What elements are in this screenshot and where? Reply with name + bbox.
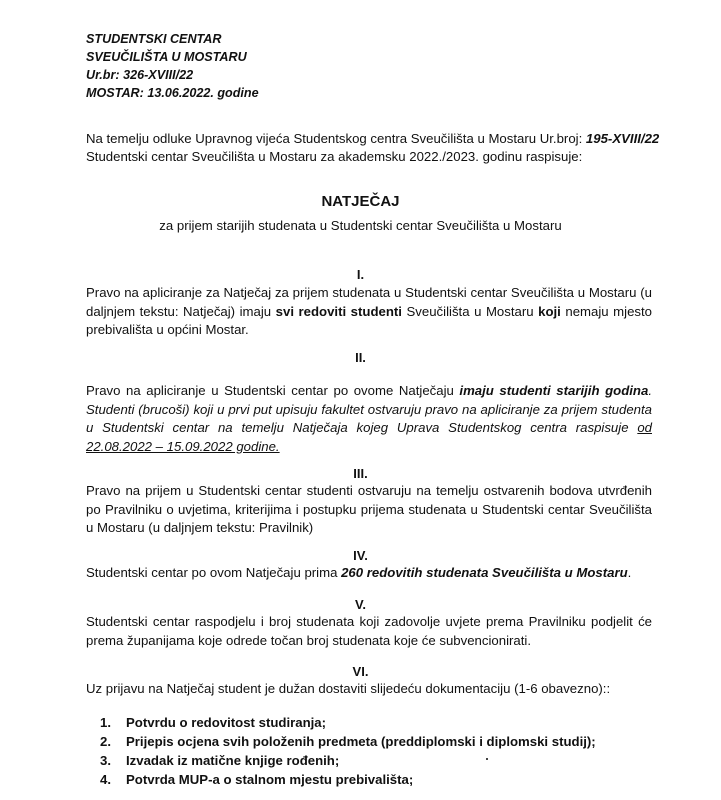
section-number: IV. bbox=[353, 548, 368, 563]
intro-paragraph bbox=[86, 130, 676, 166]
section-number: II. bbox=[355, 350, 366, 365]
documents-list bbox=[100, 713, 596, 789]
bold-text: koji bbox=[538, 303, 561, 319]
section-paragraph: Uz prijavu na Natječaj student je dužan dostaviti slijedeću dokumentaciju (1-6 obavezno):: bbox=[86, 681, 611, 696]
text: nemaju mjesto prebivališta u općini Mostar. bbox=[86, 303, 652, 337]
section-number: V. bbox=[354, 597, 367, 612]
section-paragraph: Studentski centar raspodjelu i broj studenata koji zadovolje uvjete prema Pravilniku podjelit će prema županijama koje odrede točan broj studenata koje će subvencionirati. bbox=[86, 614, 652, 648]
section-paragraph bbox=[86, 382, 652, 456]
section-number: VI. bbox=[352, 664, 369, 679]
header-institution: STUDENTSKI CENTAR bbox=[86, 32, 222, 46]
header-place-date: MOSTAR: 13.06.2022. godine bbox=[86, 86, 259, 100]
list-number: 3. bbox=[100, 753, 111, 768]
list-item bbox=[100, 770, 596, 789]
scan-speck bbox=[486, 758, 488, 760]
date-range: od 22.08.2022 – 15.09.2022 godine. bbox=[86, 420, 652, 454]
text: . bbox=[627, 565, 632, 580]
document-subtitle: za prijem starijih studenata u Studentski centar Sveučilišta u Mostaru bbox=[159, 218, 562, 233]
list-text: Potvrdu o redovitost studiranja; bbox=[126, 715, 327, 730]
bold-text: svi redoviti studenti bbox=[275, 303, 402, 319]
list-number: 1. bbox=[100, 715, 111, 730]
intro-ref: 195-XVIII/22 bbox=[585, 131, 660, 146]
header-reference-number: Ur.br: 326-XVIII/22 bbox=[86, 68, 194, 82]
italic-text: . Studenti (brucoši) koji u prvi put upisuju fakultet ostvaruju pravo na apliciranje za prijem studenta u Studentski centar na temelju Natječaja kojeg Uprava Studentskog centra raspisuje bbox=[86, 383, 652, 435]
list-number: 4. bbox=[100, 772, 111, 787]
bold-italic-text: 260 redovitih studenata Sveučilišta u Mostaru bbox=[341, 565, 628, 580]
section-paragraph bbox=[86, 284, 652, 340]
intro-text-2: Studentski centar Sveučilišta u Mostaru za akademsku 2022./2023. godinu raspisuje: bbox=[86, 149, 583, 164]
header-university: SVEUČILIŠTA U MOSTARU bbox=[86, 50, 247, 64]
text: Pravo na apliciranje u Studentski centar po ovome Natječaju bbox=[86, 383, 460, 398]
list-text: Prijepis ocjena svih položenih predmeta (preddiplomski i diplomski studij); bbox=[126, 734, 596, 749]
text: Studentski centar po ovom Natječaju prima bbox=[86, 565, 342, 580]
text: Pravo na apliciranje za Natječaj za prijem studenata u Studentski centar Sveučilišta u Mostaru (u daljnjem tekstu: Natječaj) imaju bbox=[86, 285, 652, 319]
text: Sveučilišta u Mostaru bbox=[401, 303, 539, 319]
list-text: Potvrda MUP-a o stalnom mjestu prebivališta; bbox=[126, 772, 414, 787]
list-item bbox=[100, 713, 596, 732]
list-number: 2. bbox=[100, 734, 111, 749]
document-title: NATJEČAJ bbox=[321, 193, 400, 210]
section-number: I. bbox=[356, 267, 365, 282]
document-header bbox=[86, 30, 259, 102]
section-paragraph: Pravo na prijem u Studentski centar studenti ostvaruju na temelju ostvarenih bodova utvrđenih po Pravilniku o uvjetima, kriterijima i postupku prijema studenata u Studentski centar Sveučilišta u Mostaru (u daljnjem tekstu: Pravilnik) bbox=[86, 483, 652, 535]
list-text: Izvadak iz matične knjige rođenih; bbox=[126, 753, 340, 768]
intro-text: Na temelju odluke Upravnog vijeća Studentskog centra Sveučilišta u Mostaru Ur.broj: bbox=[86, 131, 586, 146]
section-number: III. bbox=[353, 466, 368, 481]
list-item bbox=[100, 732, 596, 751]
section-paragraph bbox=[86, 564, 652, 583]
bold-italic-text: imaju studenti starijih godina bbox=[459, 383, 649, 398]
list-item bbox=[100, 751, 596, 770]
